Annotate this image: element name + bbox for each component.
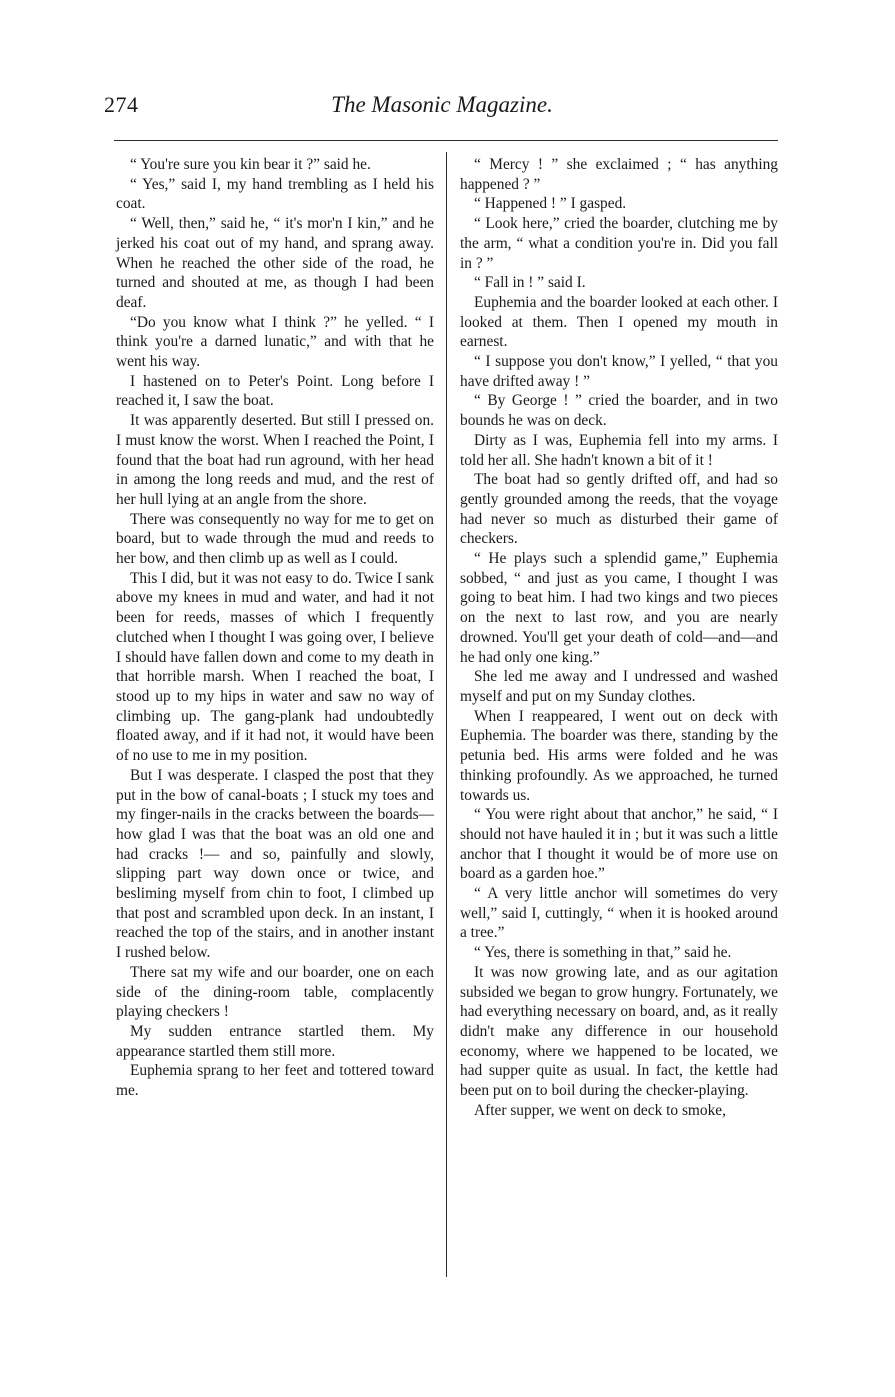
paragraph: When I reappeared, I went out on deck with Euphemia. The boarder was there, standing by the petunia bed. His arms were folded and he was thinking profoundly. As we approached, he turned towards us. — [460, 707, 778, 804]
paragraph: “ Yes, there is something in that,” said he. — [474, 944, 732, 962]
paragraph: She led me away and I undressed and washed myself and put on my Sunday clothes. — [460, 668, 778, 705]
paragraph: My sudden entrance startled them. My appearance startled them still more. — [116, 1022, 434, 1060]
paragraph: “ Look here,” cried the boarder, clutching me by the arm, “ what a condition you're in. Did you fall in ? ” — [460, 215, 778, 272]
left-column — [116, 155, 434, 1101]
paragraph: I hastened on to Peter's Point. Long before I reached it, I saw the boat. — [116, 372, 434, 410]
column-divider — [446, 152, 447, 1277]
paragraph: “ Happened ! ” I gasped. — [474, 195, 627, 213]
paragraph: “ You were right about that anchor,” he said, “ I should not have hauled it in ; but it was such a little anchor that I thought it would be of more use on board as a garden hoe.” — [460, 806, 778, 883]
paragraph: “ He plays such a splendid game,” Euphemia sobbed, “ and just as you came, I thought I was going to beat him. I had two kings and two pieces on the next to last row, and you are nearly drowned. You'll get your death of cold—and—and he had only one king.” — [460, 550, 778, 666]
paragraph: The boat had so gently drifted off, and had so gently grounded among the reeds, that the voyage had never so much as disturbed their game of checkers. — [460, 471, 778, 548]
paragraph: But I was desperate. I clasped the post that they put in the bow of canal-boats ; I stuck my toes and my finger-nails in the cracks between the boards—how glad I was that the boat was an old one and had cracks !— and so, painfully and slowly, slipping part way down once or twice, and besliming myself from chin to foot, I climbed up that post and scrambled upon deck. In an instant, I reached the top of the stairs, and in another instant I rushed below. — [116, 766, 434, 962]
paragraph: “ Yes,” said I, my hand trembling as I held his coat. — [116, 175, 434, 213]
paragraph: “Do you know what I think ?” he yelled. “ I think you're a darned lunatic,” and with that he went his way. — [116, 313, 434, 371]
paragraph: Euphemia sprang to her feet and tottered toward me. — [116, 1062, 434, 1100]
paragraph: “ By George ! ” cried the boarder, and in two bounds he was on deck. — [460, 392, 778, 430]
paragraph: It was apparently deserted. But still I pressed on. I must know the worst. When I reached the Point, I found that the boat had run aground, with her head in among the long reeds and mud, and the rest of her hull lying at an angle from the shore. — [116, 412, 434, 508]
paragraph: “ A very little anchor will sometimes do very well,” said I, cuttingly, “ when it is hooked around a tree.” — [460, 885, 778, 942]
paragraph: “ Mercy ! ” she exclaimed ; “ has anything happened ? ” — [460, 156, 778, 193]
paragraph: “ You're sure you kin bear it ?” said he. — [130, 156, 371, 173]
page-number: 274 — [104, 92, 139, 117]
paragraph: There sat my wife and our boarder, one on each side of the dining-room table, complacently playing checkers ! — [116, 963, 434, 1021]
paragraph: “ I suppose you don't know,” I yelled, “ that you have drifted away ! ” — [460, 353, 778, 390]
header-rule — [114, 140, 778, 141]
paragraph: “ Well, then,” said he, “ it's mor'n I kin,” and he jerked his coat out of my hand, and sprang away. When he reached the other side of the road, he turned and shouted at me, as though I had been deaf. — [116, 215, 434, 311]
paragraph: It was now growing late, and as our agitation subsided we began to grow hungry. Fortunately, we had everything necessary on board, and, as it really didn't make any difference in our household economy, where we happened to be located, we had supper quite as usual. In fact, the kettle had been put on to boil during the checker-playing. — [460, 963, 778, 1100]
paragraph: Dirty as I was, Euphemia fell into my arms. I told her all. She hadn't known a bit of it ! — [460, 431, 778, 469]
paragraph: Euphemia and the boarder looked at each other. I looked at them. Then I opened my mouth in earnest. — [460, 293, 778, 351]
paragraph: After supper, we went on deck to smoke, — [474, 1101, 726, 1119]
right-column — [460, 155, 778, 1120]
paragraph: This I did, but it was not easy to do. Twice I sank above my knees in mud and water, and had it not been for reeds, masses of which I frequently clutched when I thought I was going over, I believe I should have fallen down and come to my death in that horrible marsh. When I reached the boat, I stood up to my hips in water and saw no way of climbing up. The gang-plank had undoubtedly floated away, and if it had not, it would have been of no use to me in my position. — [116, 569, 434, 765]
paragraph: There was consequently no way for me to get on board, but to wade through the mud and reeds to her bow, and then climb up as well as I could. — [116, 510, 434, 568]
running-title: The Masonic Magazine. — [331, 92, 553, 117]
paragraph: “ Fall in ! ” said I. — [474, 274, 586, 292]
page-header — [104, 92, 780, 126]
